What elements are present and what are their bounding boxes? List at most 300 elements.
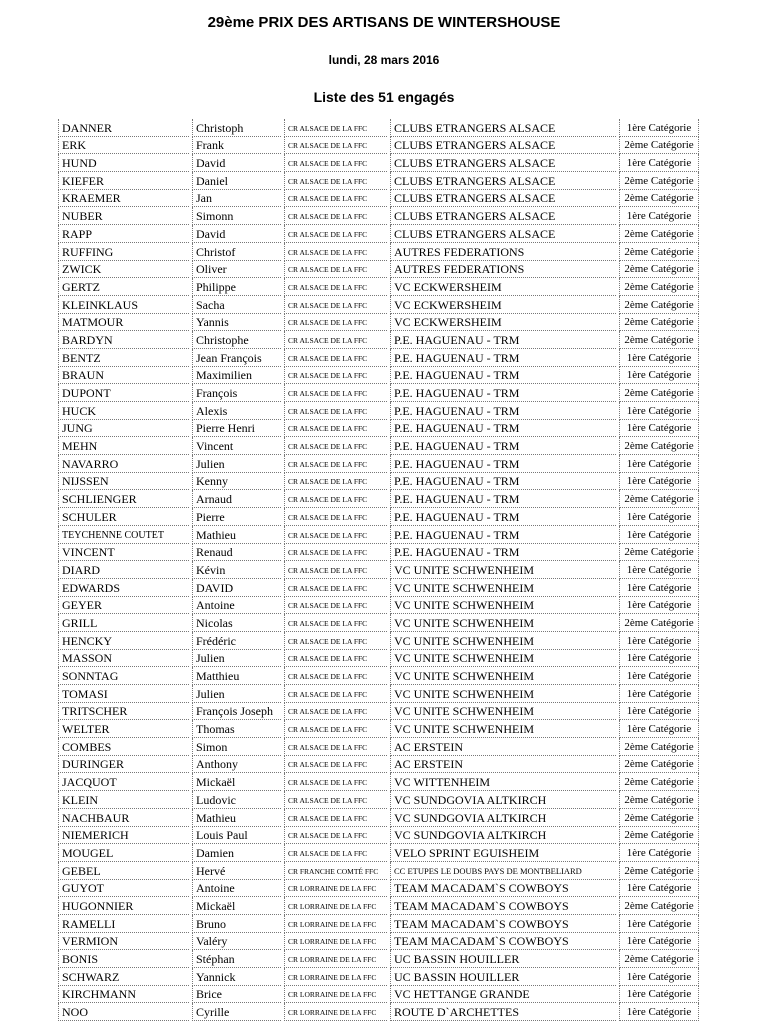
rider-category: 1ère Catégorie [620,561,699,579]
table-row [59,720,699,738]
rider-committee: CR ALSACE DE LA FFC [285,773,388,791]
rider-last-name: KLEIN [59,791,190,809]
rider-club: P.E. HAGUENAU - TRM [391,384,617,402]
rider-first-name: Kenny [193,472,282,490]
rider-first-name: Christoph [193,119,282,136]
table-row [59,861,699,879]
rider-committee: CR ALSACE DE LA FFC [285,490,388,508]
table-row [59,525,699,543]
rider-first-name: François Joseph [193,702,282,720]
rider-committee: CR ALSACE DE LA FFC [285,561,388,579]
rider-last-name: DIARD [59,561,190,579]
rider-first-name: Cyrille [193,1003,282,1021]
rider-first-name: Vincent [193,437,282,455]
rider-category: 1ère Catégorie [620,154,699,172]
rider-last-name: COMBES [59,738,190,756]
rider-first-name: Frank [193,136,282,154]
rider-first-name: Louis Paul [193,826,282,844]
table-row [59,561,699,579]
rider-first-name: Philippe [193,278,282,296]
table-row [59,950,699,968]
table-row [59,914,699,932]
rider-last-name: RAPP [59,225,190,243]
rider-category: 1ère Catégorie [620,702,699,720]
table-row [59,791,699,809]
rider-last-name: RAMELLI [59,914,190,932]
rider-last-name: TRITSCHER [59,702,190,720]
rider-category: 2ème Catégorie [620,861,699,879]
rider-category: 1ère Catégorie [620,366,699,384]
rider-category: 1ère Catégorie [620,879,699,897]
rider-category: 2ème Catégorie [620,614,699,632]
rider-committee: CR LORRAINE DE LA FFC [285,968,388,986]
rider-last-name: TOMASI [59,685,190,703]
rider-last-name: GERTZ [59,278,190,296]
rider-last-name: BRAUN [59,366,190,384]
rider-category: 1ère Catégorie [620,985,699,1003]
table-row [59,260,699,278]
rider-category: 1ère Catégorie [620,631,699,649]
rider-last-name: SONNTAG [59,667,190,685]
rider-category: 1ère Catégorie [620,207,699,225]
rider-committee: CR FRANCHE COMTÉ FFC [285,861,388,879]
rider-last-name: KIRCHMANN [59,985,190,1003]
rider-last-name: WELTER [59,720,190,738]
rider-category: 1ère Catégorie [620,649,699,667]
table-row [59,702,699,720]
rider-first-name: Pierre Henri [193,419,282,437]
rider-first-name: Valéry [193,932,282,950]
rider-first-name: François [193,384,282,402]
table-row [59,455,699,473]
table-row [59,437,699,455]
rider-first-name: Julien [193,455,282,473]
rider-committee: CR ALSACE DE LA FFC [285,119,388,136]
rider-last-name: NUBER [59,207,190,225]
table-row [59,136,699,154]
rider-category: 2ème Catégorie [620,950,699,968]
rider-club: CLUBS ETRANGERS ALSACE [391,154,617,172]
rider-last-name: NIEMERICH [59,826,190,844]
rider-first-name: Simonn [193,207,282,225]
rider-first-name: Mickaël [193,773,282,791]
rider-first-name: Christophe [193,331,282,349]
table-row [59,614,699,632]
table-row [59,172,699,190]
rider-category: 2ème Catégorie [620,260,699,278]
rider-category: 2ème Catégorie [620,172,699,190]
rider-last-name: SCHLIENGER [59,490,190,508]
rider-category: 1ère Catégorie [620,508,699,526]
table-row [59,295,699,313]
rider-club: CLUBS ETRANGERS ALSACE [391,172,617,190]
rider-club: AUTRES FEDERATIONS [391,260,617,278]
rider-first-name: Bruno [193,914,282,932]
table-row [59,189,699,207]
rider-last-name: EDWARDS [59,578,190,596]
table-row [59,685,699,703]
rider-category: 2ème Catégorie [620,189,699,207]
table-row [59,242,699,260]
rider-first-name: DAVID [193,578,282,596]
rider-category: 2ème Catégorie [620,773,699,791]
rider-first-name: Yannick [193,968,282,986]
rider-committee: CR ALSACE DE LA FFC [285,508,388,526]
race-title: 29ème PRIX DES ARTISANS DE WINTERSHOUSE [207,14,561,31]
rider-first-name: Pierre [193,508,282,526]
rider-last-name: NOO [59,1003,190,1021]
rider-committee: CR ALSACE DE LA FFC [285,242,388,260]
rider-club: P.E. HAGUENAU - TRM [391,472,617,490]
rider-category: 1ère Catégorie [620,1003,699,1021]
rider-category: 2ème Catégorie [620,490,699,508]
entrants-table [58,119,699,1021]
rider-first-name: Mathieu [193,525,282,543]
rider-club: CLUBS ETRANGERS ALSACE [391,189,617,207]
rider-committee: CR LORRAINE DE LA FFC [285,897,388,915]
rider-committee: CR ALSACE DE LA FFC [285,578,388,596]
rider-committee: CR ALSACE DE LA FFC [285,685,388,703]
rider-committee: CR ALSACE DE LA FFC [285,278,388,296]
rider-category: 1ère Catégorie [620,596,699,614]
rider-club: VC UNITE SCHWENHEIM [391,685,617,703]
rider-club: VC SUNDGOVIA ALTKIRCH [391,826,617,844]
table-row [59,649,699,667]
rider-category: 2ème Catégorie [620,136,699,154]
rider-club: ROUTE D`ARCHETTES [391,1003,617,1021]
rider-committee: CR ALSACE DE LA FFC [285,172,388,190]
rider-category: 1ère Catégorie [620,455,699,473]
table-row [59,508,699,526]
table-row [59,225,699,243]
rider-category: 2ème Catégorie [620,278,699,296]
rider-first-name: Jan [193,189,282,207]
rider-category: 1ère Catégorie [620,720,699,738]
rider-category: 2ème Catégorie [620,225,699,243]
rider-first-name: Christof [193,242,282,260]
rider-club: VC ECKWERSHEIM [391,278,617,296]
rider-category: 1ère Catégorie [620,402,699,420]
rider-first-name: David [193,154,282,172]
rider-club: VC UNITE SCHWENHEIM [391,596,617,614]
table-row [59,985,699,1003]
rider-first-name: Julien [193,649,282,667]
rider-first-name: Frédéric [193,631,282,649]
rider-category: 2ème Catégorie [620,331,699,349]
rider-last-name: RUFFING [59,242,190,260]
rider-committee: CR LORRAINE DE LA FFC [285,879,388,897]
rider-club: VC ECKWERSHEIM [391,313,617,331]
rider-committee: CR ALSACE DE LA FFC [285,189,388,207]
rider-last-name: MEHN [59,437,190,455]
rider-category: 1ère Catégorie [620,578,699,596]
rider-first-name: Maximilien [193,366,282,384]
rider-last-name: SCHULER [59,508,190,526]
rider-committee: CR ALSACE DE LA FFC [285,702,388,720]
table-row [59,826,699,844]
rider-committee: CR LORRAINE DE LA FFC [285,932,388,950]
rider-last-name: BENTZ [59,348,190,366]
rider-first-name: Hervé [193,861,282,879]
rider-club: AUTRES FEDERATIONS [391,242,617,260]
rider-category: 1ère Catégorie [620,968,699,986]
rider-club: P.E. HAGUENAU - TRM [391,331,617,349]
table-row [59,402,699,420]
rider-last-name: JACQUOT [59,773,190,791]
rider-club: CLUBS ETRANGERS ALSACE [391,119,617,136]
rider-club: TEAM MACADAM`S COWBOYS [391,879,617,897]
rider-last-name: MOUGEL [59,844,190,862]
rider-committee: CR LORRAINE DE LA FFC [285,914,388,932]
rider-committee: CR ALSACE DE LA FFC [285,614,388,632]
table-row [59,1003,699,1021]
rider-first-name: Mickaël [193,897,282,915]
rider-committee: CR ALSACE DE LA FFC [285,738,388,756]
rider-committee: CR ALSACE DE LA FFC [285,525,388,543]
rider-last-name: GEYER [59,596,190,614]
table-row [59,348,699,366]
rider-category: 1ère Catégorie [620,472,699,490]
rider-category: 2ème Catégorie [620,242,699,260]
rider-club: P.E. HAGUENAU - TRM [391,366,617,384]
rider-first-name: Oliver [193,260,282,278]
rider-last-name: HUCK [59,402,190,420]
rider-club: CLUBS ETRANGERS ALSACE [391,225,617,243]
rider-club: VC UNITE SCHWENHEIM [391,578,617,596]
rider-committee: CR ALSACE DE LA FFC [285,207,388,225]
rider-committee: CR ALSACE DE LA FFC [285,472,388,490]
rider-last-name: NIJSSEN [59,472,190,490]
rider-committee: CR ALSACE DE LA FFC [285,649,388,667]
rider-last-name: KLEINKLAUS [59,295,190,313]
rider-category: 1ère Catégorie [620,419,699,437]
rider-first-name: Antoine [193,879,282,897]
rider-club: P.E. HAGUENAU - TRM [391,525,617,543]
rider-first-name: David [193,225,282,243]
table-row [59,331,699,349]
rider-club: VC UNITE SCHWENHEIM [391,667,617,685]
rider-club: CLUBS ETRANGERS ALSACE [391,207,617,225]
table-row [59,738,699,756]
rider-last-name: DURINGER [59,755,190,773]
rider-last-name: HUND [59,154,190,172]
rider-committee: CR ALSACE DE LA FFC [285,596,388,614]
rider-category: 1ère Catégorie [620,914,699,932]
table-row [59,154,699,172]
rider-category: 2ème Catégorie [620,755,699,773]
rider-committee: CR ALSACE DE LA FFC [285,755,388,773]
rider-first-name: Yannis [193,313,282,331]
rider-club: P.E. HAGUENAU - TRM [391,437,617,455]
table-row [59,755,699,773]
rider-club: CC ETUPES LE DOUBS PAYS DE MONTBELIARD [391,861,617,879]
rider-first-name: Brice [193,985,282,1003]
rider-first-name: Nicolas [193,614,282,632]
rider-committee: CR LORRAINE DE LA FFC [285,985,388,1003]
rider-club: VC UNITE SCHWENHEIM [391,561,617,579]
table-row [59,384,699,402]
rider-category: 2ème Catégorie [620,295,699,313]
rider-last-name: MASSON [59,649,190,667]
rider-committee: CR ALSACE DE LA FFC [285,402,388,420]
table-row [59,596,699,614]
rider-first-name: Mathieu [193,808,282,826]
rider-club: VELO SPRINT EGUISHEIM [391,844,617,862]
rider-committee: CR ALSACE DE LA FFC [285,826,388,844]
rider-last-name: BARDYN [59,331,190,349]
rider-club: P.E. HAGUENAU - TRM [391,455,617,473]
rider-committee: CR ALSACE DE LA FFC [285,313,388,331]
rider-club: P.E. HAGUENAU - TRM [391,419,617,437]
rider-club: P.E. HAGUENAU - TRM [391,348,617,366]
table-row [59,119,699,136]
table-row [59,543,699,561]
rider-club: P.E. HAGUENAU - TRM [391,543,617,561]
rider-first-name: Thomas [193,720,282,738]
table-row [59,578,699,596]
rider-category: 1ère Catégorie [620,844,699,862]
table-row [59,313,699,331]
rider-category: 2ème Catégorie [620,738,699,756]
rider-club: P.E. HAGUENAU - TRM [391,490,617,508]
rider-committee: CR ALSACE DE LA FFC [285,154,388,172]
rider-committee: CR ALSACE DE LA FFC [285,419,388,437]
table-row [59,773,699,791]
rider-category: 2ème Catégorie [620,384,699,402]
rider-club: CLUBS ETRANGERS ALSACE [391,136,617,154]
rider-last-name: GUYOT [59,879,190,897]
rider-club: UC BASSIN HOUILLER [391,950,617,968]
rider-last-name: HENCKY [59,631,190,649]
rider-last-name: SCHWARZ [59,968,190,986]
rider-club: TEAM MACADAM`S COWBOYS [391,932,617,950]
rider-committee: CR LORRAINE DE LA FFC [285,950,388,968]
rider-club: P.E. HAGUENAU - TRM [391,508,617,526]
table-row [59,631,699,649]
rider-last-name: KIEFER [59,172,190,190]
rider-club: VC UNITE SCHWENHEIM [391,720,617,738]
rider-last-name: GEBEL [59,861,190,879]
rider-committee: CR ALSACE DE LA FFC [285,260,388,278]
rider-category: 2ème Catégorie [620,313,699,331]
rider-committee: CR ALSACE DE LA FFC [285,437,388,455]
table-row [59,808,699,826]
rider-first-name: Matthieu [193,667,282,685]
rider-club: VC ECKWERSHEIM [391,295,617,313]
rider-committee: CR ALSACE DE LA FFC [285,791,388,809]
table-row [59,419,699,437]
rider-committee: CR ALSACE DE LA FFC [285,667,388,685]
rider-last-name: HUGONNIER [59,897,190,915]
rider-committee: CR ALSACE DE LA FFC [285,844,388,862]
rider-club: VC UNITE SCHWENHEIM [391,702,617,720]
rider-first-name: Daniel [193,172,282,190]
rider-committee: CR ALSACE DE LA FFC [285,136,388,154]
table-row [59,667,699,685]
rider-last-name: NACHBAUR [59,808,190,826]
table-row [59,278,699,296]
rider-club: VC SUNDGOVIA ALTKIRCH [391,808,617,826]
rider-club: P.E. HAGUENAU - TRM [391,402,617,420]
rider-committee: CR ALSACE DE LA FFC [285,295,388,313]
rider-first-name: Damien [193,844,282,862]
rider-last-name: JUNG [59,419,190,437]
rider-last-name: ZWICK [59,260,190,278]
rider-category: 1ère Catégorie [620,667,699,685]
rider-last-name: DUPONT [59,384,190,402]
rider-committee: CR ALSACE DE LA FFC [285,384,388,402]
table-row [59,844,699,862]
table-row [59,490,699,508]
rider-committee: CR LORRAINE DE LA FFC [285,1003,388,1021]
rider-committee: CR ALSACE DE LA FFC [285,331,388,349]
rider-last-name: NAVARRO [59,455,190,473]
rider-first-name: Stéphan [193,950,282,968]
rider-first-name: Antoine [193,596,282,614]
rider-committee: CR ALSACE DE LA FFC [285,348,388,366]
rider-club: VC UNITE SCHWENHEIM [391,614,617,632]
rider-first-name: Ludovic [193,791,282,809]
rider-committee: CR ALSACE DE LA FFC [285,455,388,473]
rider-last-name: VERMION [59,932,190,950]
rider-category: 2ème Catégorie [620,826,699,844]
rider-first-name: Kévin [193,561,282,579]
rider-last-name: BONIS [59,950,190,968]
rider-committee: CR ALSACE DE LA FFC [285,808,388,826]
rider-club: VC HETTANGE GRANDE [391,985,617,1003]
table-row [59,968,699,986]
rider-category: 1ère Catégorie [620,932,699,950]
rider-category: 2ème Catégorie [620,543,699,561]
race-date: lundi, 28 mars 2016 [328,53,440,67]
rider-first-name: Jean François [193,348,282,366]
rider-club: AC ERSTEIN [391,755,617,773]
rider-club: VC WITTENHEIM [391,773,617,791]
entrants-table-body [59,119,699,1021]
rider-category: 2ème Catégorie [620,791,699,809]
rider-category: 2ème Catégorie [620,808,699,826]
rider-last-name: MATMOUR [59,313,190,331]
rider-committee: CR ALSACE DE LA FFC [285,631,388,649]
rider-category: 1ère Catégorie [620,348,699,366]
table-row [59,932,699,950]
rider-last-name: ERK [59,136,190,154]
rider-club: TEAM MACADAM`S COWBOYS [391,897,617,915]
rider-last-name: DANNER [59,119,190,136]
rider-committee: CR ALSACE DE LA FFC [285,225,388,243]
rider-category: 2ème Catégorie [620,437,699,455]
rider-last-name: KRAEMER [59,189,190,207]
rider-club: TEAM MACADAM`S COWBOYS [391,914,617,932]
rider-last-name: GRILL [59,614,190,632]
table-row [59,207,699,225]
rider-club: VC SUNDGOVIA ALTKIRCH [391,791,617,809]
rider-category: 1ère Catégorie [620,525,699,543]
rider-last-name: TEYCHENNE COUTET [59,525,190,543]
rider-committee: CR ALSACE DE LA FFC [285,720,388,738]
rider-first-name: Arnaud [193,490,282,508]
rider-first-name: Renaud [193,543,282,561]
rider-first-name: Julien [193,685,282,703]
rider-category: 1ère Catégorie [620,119,699,136]
table-row [59,879,699,897]
rider-club: AC ERSTEIN [391,738,617,756]
table-row [59,366,699,384]
rider-first-name: Sacha [193,295,282,313]
table-row [59,472,699,490]
table-row [59,897,699,915]
rider-first-name: Alexis [193,402,282,420]
